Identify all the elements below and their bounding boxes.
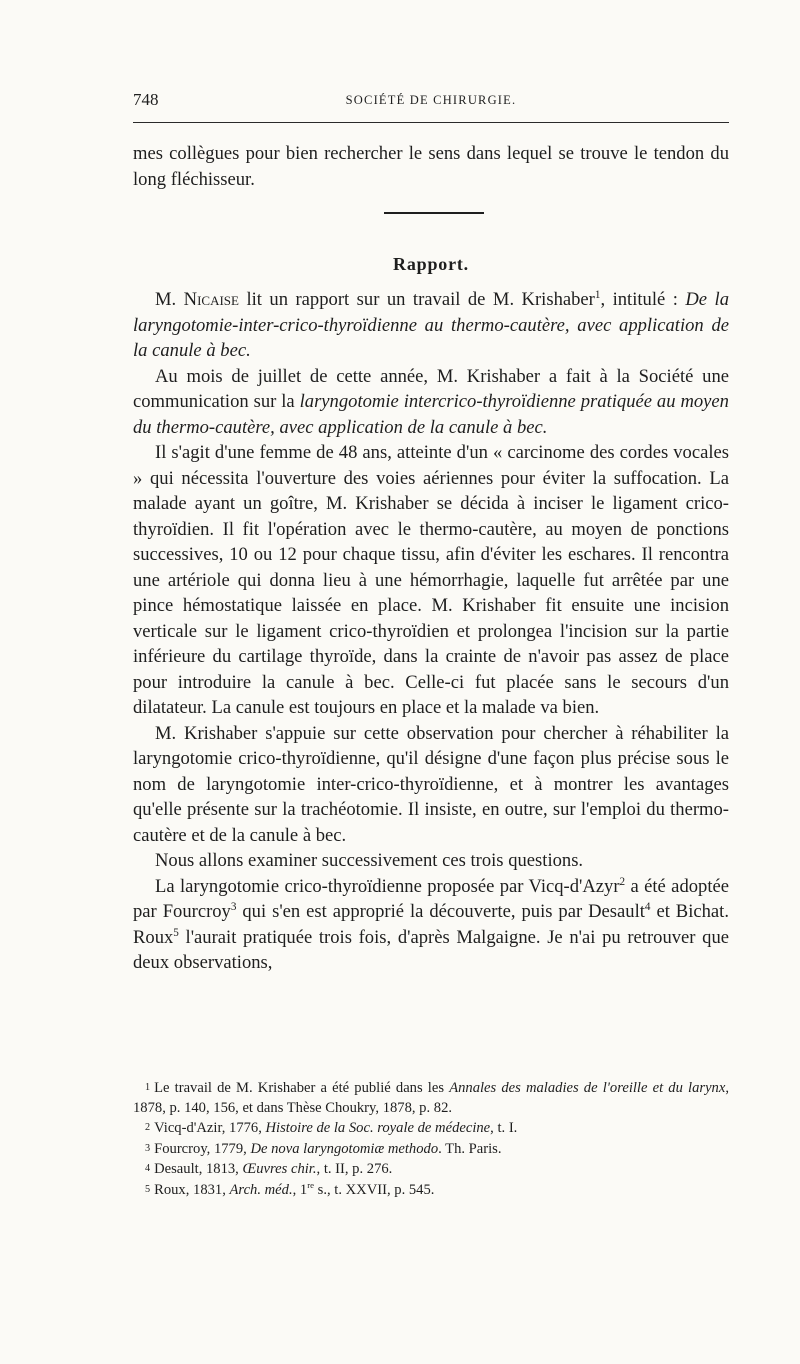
work-title: De la laryngotomie-inter-crico-thyroïdienne au thermo-cautère, avec application de la canule à bec. xyxy=(133,289,729,361)
running-head: SOCIÉTÉ DE CHIRURGIE. xyxy=(345,93,517,107)
p6-text-d: et Bichat. Roux xyxy=(133,901,729,948)
main-text xyxy=(133,287,729,976)
section-divider xyxy=(384,212,484,214)
footnote-ref-5: 5 xyxy=(173,926,179,939)
footnote-mark-1: 1 xyxy=(145,1082,151,1093)
header-rule xyxy=(133,122,729,123)
footnote-1 xyxy=(133,1078,729,1118)
fn4-text-a: Desault, 1813, xyxy=(154,1161,243,1177)
footnote-ref-1: 1 xyxy=(594,288,601,301)
fn5-text-b: , xyxy=(292,1181,300,1198)
fn1-text-a: Le travail de M. Krishaber a été publié dans les xyxy=(154,1080,450,1096)
footnote-2 xyxy=(133,1118,729,1139)
footnote-5 xyxy=(133,1180,729,1201)
page-header xyxy=(133,90,729,112)
fn5-series: 1 xyxy=(299,1181,308,1198)
paragraph-2 xyxy=(133,364,729,441)
fn4-title: Œuvres chir. xyxy=(242,1161,317,1177)
footnote-ref-2: 2 xyxy=(619,875,626,888)
p6-text-c: qui s'en est approprié la découverte, puis par Desault xyxy=(236,901,645,922)
p1-text-a: M. xyxy=(155,289,184,310)
footnotes xyxy=(133,1078,729,1200)
p2-text: Au mois de juillet de cette année, M. Krishaber a fait à la Société une communication sur la xyxy=(133,365,729,412)
footnote-ref-3: 3 xyxy=(230,900,237,913)
fn3-title: De nova laryngotomiæ methodo xyxy=(250,1140,439,1157)
footnote-mark-3: 3 xyxy=(145,1142,151,1154)
communication-title: laryngotomie intercrico-thyroïdienne pratiquée au moyen du thermo-cautère, avec application de la canule à bec. xyxy=(133,391,729,438)
fn2-title: Histoire de la Soc. royale de médecine xyxy=(265,1120,491,1136)
fn5-text-c: s., t. XXVII, p. 545. xyxy=(314,1181,435,1198)
author-name-nicaise: Nicaise xyxy=(183,289,239,310)
paragraph-1 xyxy=(133,287,729,364)
footnote-mark-4: 4 xyxy=(145,1163,151,1174)
fn5-series-suffix: re xyxy=(307,1179,315,1190)
paragraph-4: M. Krishaber s'appuie sur cette observation pour chercher à réhabiliter la laryngotomie crico-thyroïdienne, qu'il désigne d'une façon plus précise sous le nom de laryngotomie inter-crico-thyroïdienne, et à montrer les avantages qu'elle présente sur la trachéotomie. Il insiste, en outre, sur l'emploi du thermo-cautère et de la canule à bec. xyxy=(133,722,729,846)
p6-text-a: La laryngotomie crico-thyroïdienne proposée par Vicq-d'Azyr xyxy=(155,875,620,897)
carryover-paragraph: mes collègues pour bien rechercher le sens dans lequel se trouve le tendon du long fléchisseur. xyxy=(133,143,729,190)
fn5-text-a: Roux, 1831, xyxy=(154,1181,230,1198)
p6-text-b: a été adoptée par Fourcroy xyxy=(133,875,730,922)
fn1-journal: Annales des maladies de l'oreille et du larynx xyxy=(449,1080,726,1096)
paragraph-6 xyxy=(133,874,729,976)
fn1-text-b: , 1878, p. 140, 156, et dans Thèse Choukry, 1878, p. 82. xyxy=(133,1080,729,1116)
p6-text-e: l'aurait pratiquée trois fois, d'après Malgaigne. Je n'ai pu retrouver que deux observations, xyxy=(133,926,729,973)
fn4-text-b: , t. II, p. 276. xyxy=(316,1161,393,1177)
footnote-mark-2: 2 xyxy=(145,1122,151,1133)
paragraph-5: Nous allons examiner successivement ces trois questions. xyxy=(155,850,584,871)
p1-text-b: lit un rapport sur un travail de M. Krishaber xyxy=(238,289,595,310)
fn3-text-b: . Th. Paris. xyxy=(438,1140,502,1157)
footnote-mark-5: 5 xyxy=(145,1183,151,1195)
fn3-text-a: Fourcroy, 1779, xyxy=(154,1140,251,1157)
footnote-3 xyxy=(133,1139,729,1160)
carryover-text xyxy=(133,141,729,192)
fn5-journal: Arch. méd. xyxy=(229,1181,293,1198)
footnote-4 xyxy=(133,1159,729,1180)
page-number: 748 xyxy=(133,90,159,109)
section-title: Rapport. xyxy=(393,254,469,274)
paragraph-3: Il s'agit d'une femme de 48 ans, atteinte d'un « carcinome des cordes vocales » qui nécessita l'ouverture des voies aériennes pour éviter la suffocation. La malade ayant un goître, M. Krishaber se décida à inciser le ligament crico-thyroïdien. Il fit l'opération avec le thermo-cautère, au moyen de ponctions successives, 10 ou 12 pour chaque tissu, afin d'éviter les eschares. Il rencontra une artériole qui donna lieu à une hémorrhagie, laquelle fut arrêtée par une pince hémostatique laissée en place. M. Krishaber fit ensuite une incision verticale sur le ligament crico-thyroïdien et prolongea l'incision sur la partie inférieure du cartilage thyroïde, dans la crainte de n'avoir pas assez de place pour introduire la canule à bec. Celle-ci fut placée sans le secours d'un dilatateur. La canule est toujours en place et la malade va bien. xyxy=(133,442,729,718)
p1-text-c: , intitulé : xyxy=(600,289,686,310)
fn2-text-a: Vicq-d'Azir, 1776, xyxy=(154,1120,266,1136)
fn2-text-b: , t. I. xyxy=(490,1120,518,1136)
footnote-ref-4: 4 xyxy=(644,900,651,913)
